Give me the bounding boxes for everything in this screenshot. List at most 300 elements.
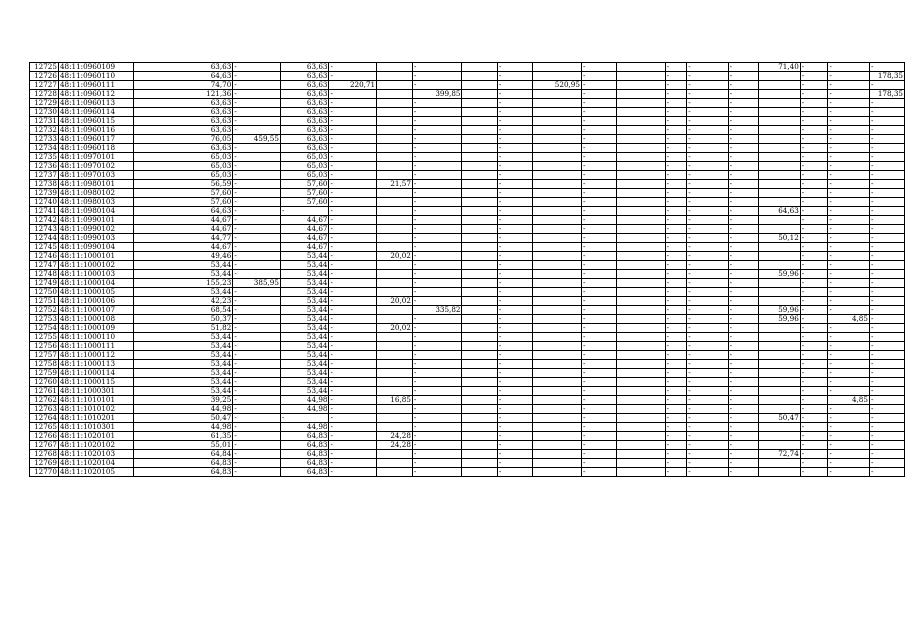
value-cell: - <box>665 63 687 72</box>
value-cell: - <box>728 288 759 297</box>
value-cell: - <box>665 396 687 405</box>
value-cell <box>759 405 801 414</box>
row-number-cell: 12728 <box>30 90 59 99</box>
row-number-cell: 12764 <box>30 414 59 423</box>
value-cell <box>377 225 413 234</box>
value-cell: - <box>233 252 281 261</box>
value-cell <box>533 171 582 180</box>
value-cell: - <box>800 216 828 225</box>
value-cell: - <box>412 441 462 450</box>
value-cell: - <box>233 441 281 450</box>
value-cell: - <box>412 450 462 459</box>
value-cell: - <box>497 144 532 153</box>
row-number-cell: 12765 <box>30 423 59 432</box>
cadastral-number-cell: 48:11:1010301 <box>58 423 133 432</box>
value-cell: - <box>828 144 870 153</box>
value-cell: 39,25 <box>133 396 233 405</box>
value-cell: - <box>412 180 462 189</box>
value-cell <box>462 126 497 135</box>
value-cell: 57,60 <box>133 189 233 198</box>
value-cell <box>759 252 801 261</box>
value-cell: - <box>828 288 870 297</box>
value-cell: - <box>828 468 870 477</box>
value-cell: - <box>869 63 904 72</box>
table-row <box>30 351 905 360</box>
value-cell: - <box>728 414 759 423</box>
value-cell <box>759 81 801 90</box>
value-cell: - <box>329 351 377 360</box>
value-cell <box>759 279 801 288</box>
value-cell: - <box>581 243 616 252</box>
value-cell <box>617 432 665 441</box>
cadastral-number-cell: 48:11:1000105 <box>58 288 133 297</box>
value-cell: 50,47 <box>133 414 233 423</box>
value-cell: - <box>828 216 870 225</box>
value-cell <box>377 243 413 252</box>
value-cell: - <box>800 126 828 135</box>
table-row <box>30 297 905 306</box>
table-row <box>30 72 905 81</box>
value-cell <box>462 162 497 171</box>
value-cell: - <box>665 387 687 396</box>
value-cell: - <box>828 405 870 414</box>
value-cell <box>617 405 665 414</box>
value-cell: - <box>828 378 870 387</box>
value-cell <box>617 459 665 468</box>
value-cell <box>617 315 665 324</box>
value-cell: - <box>233 90 281 99</box>
value-cell: 63,63 <box>280 63 329 72</box>
value-cell: - <box>869 459 904 468</box>
value-cell: 50,47 <box>759 414 801 423</box>
row-number-cell: 12742 <box>30 216 59 225</box>
value-cell: - <box>233 63 281 72</box>
value-cell: - <box>233 459 281 468</box>
value-cell: - <box>800 63 828 72</box>
value-cell <box>617 72 665 81</box>
value-cell <box>759 441 801 450</box>
row-number-cell: 12758 <box>30 360 59 369</box>
value-cell: - <box>728 189 759 198</box>
table-row <box>30 108 905 117</box>
value-cell <box>462 252 497 261</box>
value-cell <box>759 342 801 351</box>
value-cell: - <box>869 117 904 126</box>
value-cell: 44,98 <box>280 396 329 405</box>
value-cell: - <box>800 378 828 387</box>
value-cell: - <box>497 234 532 243</box>
cadastral-number-cell: 48:11:0970101 <box>58 153 133 162</box>
value-cell: - <box>233 387 281 396</box>
value-cell: 520,95 <box>533 81 582 90</box>
value-cell: - <box>828 432 870 441</box>
value-cell <box>377 459 413 468</box>
value-cell: - <box>728 162 759 171</box>
value-cell: - <box>828 162 870 171</box>
value-cell: - <box>687 387 728 396</box>
value-cell: - <box>581 72 616 81</box>
value-cell: - <box>329 72 377 81</box>
value-cell <box>377 369 413 378</box>
value-cell: - <box>329 171 377 180</box>
value-cell: - <box>233 99 281 108</box>
value-cell: - <box>869 135 904 144</box>
value-cell: - <box>828 279 870 288</box>
value-cell <box>462 432 497 441</box>
value-cell: - <box>665 216 687 225</box>
value-cell: - <box>581 441 616 450</box>
value-cell: - <box>869 99 904 108</box>
value-cell: 63,63 <box>280 99 329 108</box>
value-cell: - <box>329 450 377 459</box>
value-cell <box>533 333 582 342</box>
value-cell: 63,63 <box>280 72 329 81</box>
value-cell: - <box>497 387 532 396</box>
value-cell <box>617 81 665 90</box>
value-cell: 56,59 <box>133 180 233 189</box>
table-row <box>30 90 905 99</box>
value-cell: - <box>412 216 462 225</box>
value-cell: - <box>728 459 759 468</box>
value-cell: - <box>869 108 904 117</box>
value-cell: 53,44 <box>280 324 329 333</box>
value-cell <box>759 261 801 270</box>
cadastral-number-cell: 48:11:0960111 <box>58 81 133 90</box>
cadastral-number-cell: 48:11:1020103 <box>58 450 133 459</box>
value-cell <box>462 441 497 450</box>
value-cell <box>462 297 497 306</box>
value-cell: - <box>800 225 828 234</box>
value-cell: - <box>687 90 728 99</box>
value-cell: - <box>412 243 462 252</box>
value-cell: - <box>728 270 759 279</box>
value-cell: - <box>412 126 462 135</box>
row-number-cell: 12735 <box>30 153 59 162</box>
value-cell: - <box>581 108 616 117</box>
value-cell: - <box>828 297 870 306</box>
cadastral-number-cell: 48:11:0990102 <box>58 225 133 234</box>
value-cell: - <box>828 189 870 198</box>
cadastral-number-cell: 48:11:1000112 <box>58 351 133 360</box>
value-cell: 61,35 <box>133 432 233 441</box>
value-cell: 53,44 <box>280 351 329 360</box>
cadastral-number-cell: 48:11:1000115 <box>58 378 133 387</box>
value-cell <box>377 108 413 117</box>
value-cell: - <box>329 144 377 153</box>
value-cell <box>462 216 497 225</box>
value-cell: - <box>233 360 281 369</box>
value-cell: - <box>581 216 616 225</box>
value-cell: - <box>687 351 728 360</box>
value-cell <box>617 234 665 243</box>
value-cell: - <box>581 396 616 405</box>
value-cell: - <box>497 90 532 99</box>
value-cell: - <box>233 315 281 324</box>
value-cell: - <box>412 144 462 153</box>
cadastral-number-cell: 48:11:0960118 <box>58 144 133 153</box>
value-cell: - <box>800 459 828 468</box>
value-cell: - <box>828 324 870 333</box>
value-cell: - <box>412 234 462 243</box>
value-cell: - <box>412 108 462 117</box>
value-cell: - <box>233 162 281 171</box>
cadastral-number-cell: 48:11:1000109 <box>58 324 133 333</box>
value-cell <box>377 162 413 171</box>
value-cell: - <box>412 198 462 207</box>
value-cell: 57,60 <box>280 189 329 198</box>
value-cell: 53,44 <box>280 279 329 288</box>
value-cell: - <box>869 315 904 324</box>
value-cell <box>533 342 582 351</box>
value-cell <box>377 144 413 153</box>
row-number-cell: 12768 <box>30 450 59 459</box>
value-cell <box>462 180 497 189</box>
value-cell: 59,96 <box>759 270 801 279</box>
value-cell: - <box>233 288 281 297</box>
value-cell <box>533 360 582 369</box>
table-row <box>30 180 905 189</box>
value-cell <box>533 315 582 324</box>
value-cell <box>462 459 497 468</box>
cadastral-number-cell: 48:11:1000301 <box>58 387 133 396</box>
value-cell: - <box>687 288 728 297</box>
value-cell <box>533 117 582 126</box>
value-cell <box>462 351 497 360</box>
cadastral-number-cell: 48:11:1000104 <box>58 279 133 288</box>
value-cell: - <box>412 99 462 108</box>
value-cell: 76,05 <box>133 135 233 144</box>
value-cell: 63,63 <box>280 81 329 90</box>
value-cell: - <box>581 306 616 315</box>
value-cell: - <box>329 306 377 315</box>
value-cell: 24,28 <box>377 441 413 450</box>
value-cell <box>377 360 413 369</box>
value-cell: - <box>412 279 462 288</box>
value-cell: - <box>497 180 532 189</box>
value-cell: - <box>800 72 828 81</box>
value-cell: - <box>728 306 759 315</box>
value-cell <box>533 387 582 396</box>
value-cell <box>377 234 413 243</box>
value-cell: - <box>581 342 616 351</box>
table-row <box>30 315 905 324</box>
value-cell: - <box>869 207 904 216</box>
value-cell: - <box>329 279 377 288</box>
value-cell: - <box>828 72 870 81</box>
value-cell <box>617 387 665 396</box>
value-cell: - <box>728 315 759 324</box>
value-cell <box>533 99 582 108</box>
value-cell: - <box>687 324 728 333</box>
cadastral-number-cell: 48:11:1020102 <box>58 441 133 450</box>
value-cell: - <box>329 225 377 234</box>
cadastral-number-cell: 48:11:1010101 <box>58 396 133 405</box>
table-row <box>30 225 905 234</box>
value-cell <box>377 261 413 270</box>
value-cell: - <box>497 207 532 216</box>
value-cell <box>533 63 582 72</box>
row-number-cell: 12755 <box>30 333 59 342</box>
value-cell: - <box>497 315 532 324</box>
value-cell: - <box>665 315 687 324</box>
cadastral-number-cell: 48:11:0980104 <box>58 207 133 216</box>
value-cell: - <box>728 180 759 189</box>
value-cell: 20,02 <box>377 297 413 306</box>
value-cell: - <box>687 315 728 324</box>
value-cell <box>759 90 801 99</box>
value-cell <box>462 90 497 99</box>
value-cell <box>617 288 665 297</box>
value-cell: - <box>412 423 462 432</box>
value-cell: - <box>728 405 759 414</box>
table-row <box>30 135 905 144</box>
value-cell: - <box>869 405 904 414</box>
value-cell: - <box>412 378 462 387</box>
value-cell: - <box>329 180 377 189</box>
value-cell: - <box>687 234 728 243</box>
table-row <box>30 396 905 405</box>
value-cell: - <box>828 243 870 252</box>
value-cell: - <box>728 117 759 126</box>
value-cell: - <box>329 324 377 333</box>
value-cell: - <box>665 405 687 414</box>
value-cell: 64,63 <box>133 72 233 81</box>
row-number-cell: 12726 <box>30 72 59 81</box>
value-cell: - <box>497 225 532 234</box>
value-cell <box>533 297 582 306</box>
value-cell: 53,44 <box>133 387 233 396</box>
table-row <box>30 468 905 477</box>
value-cell: - <box>233 396 281 405</box>
value-cell: - <box>412 252 462 261</box>
value-cell: 24,28 <box>377 432 413 441</box>
value-cell <box>759 324 801 333</box>
value-cell: - <box>497 324 532 333</box>
value-cell: - <box>687 243 728 252</box>
value-cell <box>462 279 497 288</box>
value-cell: - <box>800 144 828 153</box>
value-cell: 63,63 <box>133 63 233 72</box>
value-cell: 399,85 <box>412 90 462 99</box>
value-cell: - <box>329 153 377 162</box>
value-cell <box>533 369 582 378</box>
value-cell: - <box>412 387 462 396</box>
value-cell: - <box>329 270 377 279</box>
value-cell: - <box>869 423 904 432</box>
value-cell: - <box>828 342 870 351</box>
value-cell: - <box>665 459 687 468</box>
value-cell: - <box>687 279 728 288</box>
value-cell: - <box>665 423 687 432</box>
table-row <box>30 423 905 432</box>
value-cell: 63,63 <box>280 108 329 117</box>
value-cell <box>462 243 497 252</box>
value-cell <box>462 171 497 180</box>
value-cell: - <box>800 189 828 198</box>
value-cell <box>462 153 497 162</box>
table-row <box>30 81 905 90</box>
value-cell: - <box>329 189 377 198</box>
value-cell: - <box>728 243 759 252</box>
value-cell: - <box>728 378 759 387</box>
value-cell: - <box>828 99 870 108</box>
value-cell <box>533 405 582 414</box>
value-cell: - <box>233 450 281 459</box>
value-cell <box>462 414 497 423</box>
value-cell: - <box>665 189 687 198</box>
value-cell: - <box>687 207 728 216</box>
value-cell <box>533 162 582 171</box>
value-cell <box>377 387 413 396</box>
value-cell: - <box>412 351 462 360</box>
value-cell <box>759 351 801 360</box>
value-cell: - <box>581 468 616 477</box>
row-number-cell: 12741 <box>30 207 59 216</box>
value-cell <box>617 252 665 261</box>
value-cell <box>533 198 582 207</box>
table-row <box>30 234 905 243</box>
value-cell: - <box>581 432 616 441</box>
cadastral-number-cell: 48:11:0990101 <box>58 216 133 225</box>
value-cell: 64,83 <box>133 468 233 477</box>
cadastral-number-cell: 48:11:1000107 <box>58 306 133 315</box>
value-cell: 63,63 <box>280 126 329 135</box>
value-cell <box>617 243 665 252</box>
value-cell: - <box>800 468 828 477</box>
value-cell <box>377 63 413 72</box>
value-cell: - <box>869 243 904 252</box>
value-cell: - <box>828 153 870 162</box>
value-cell: - <box>581 270 616 279</box>
value-cell: - <box>665 117 687 126</box>
value-cell <box>533 72 582 81</box>
value-cell <box>462 378 497 387</box>
cadastral-number-cell: 48:11:1000102 <box>58 261 133 270</box>
value-cell: - <box>581 63 616 72</box>
value-cell: 64,83 <box>280 459 329 468</box>
value-cell: - <box>581 180 616 189</box>
value-cell: - <box>728 324 759 333</box>
value-cell: - <box>233 126 281 135</box>
value-cell: - <box>412 459 462 468</box>
value-cell: - <box>412 63 462 72</box>
value-cell <box>617 162 665 171</box>
value-cell: 44,98 <box>133 405 233 414</box>
value-cell: - <box>497 405 532 414</box>
value-cell: - <box>233 81 281 90</box>
value-cell: 49,46 <box>133 252 233 261</box>
value-cell: - <box>329 432 377 441</box>
value-cell <box>759 243 801 252</box>
value-cell: - <box>497 351 532 360</box>
value-cell: - <box>665 414 687 423</box>
table-row <box>30 360 905 369</box>
value-cell <box>533 288 582 297</box>
cadastral-number-cell: 48:11:0960110 <box>58 72 133 81</box>
cadastral-number-cell: 48:11:0960112 <box>58 90 133 99</box>
value-cell: - <box>497 423 532 432</box>
value-cell: - <box>329 342 377 351</box>
value-cell: - <box>329 90 377 99</box>
value-cell <box>533 126 582 135</box>
value-cell: - <box>412 189 462 198</box>
value-cell <box>377 99 413 108</box>
value-cell: - <box>687 99 728 108</box>
table-row <box>30 324 905 333</box>
value-cell: - <box>728 99 759 108</box>
value-cell <box>617 90 665 99</box>
table-row <box>30 270 905 279</box>
